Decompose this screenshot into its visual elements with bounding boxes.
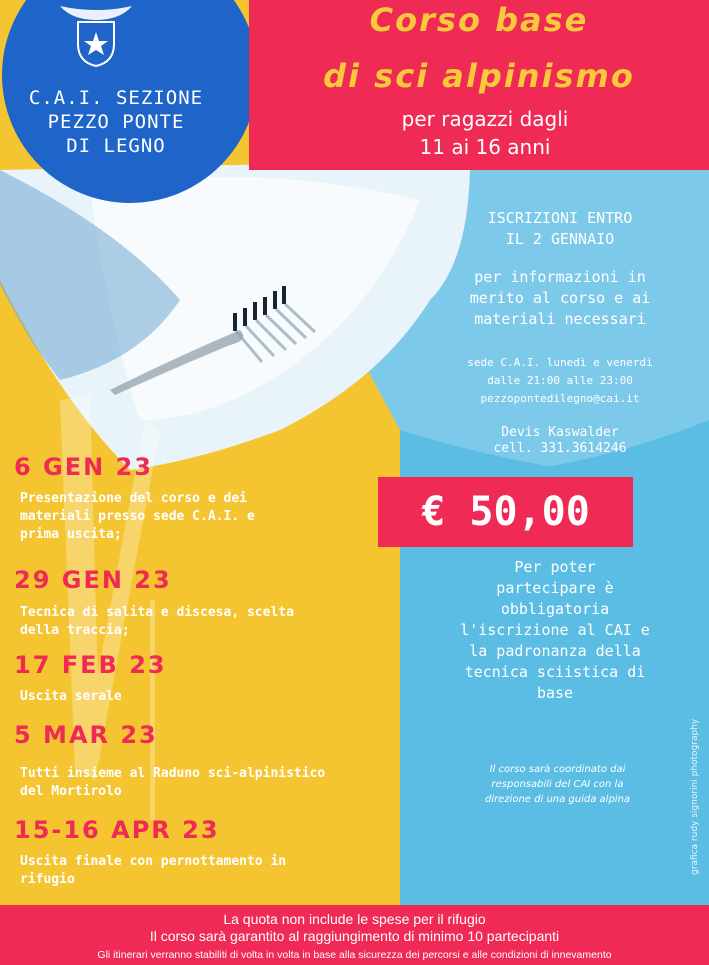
course-title-line2: di sci alpinismo (323, 57, 635, 95)
schedule-desc-line: del Mortirolo (20, 784, 122, 799)
schedule-desc-line: Presentazione del corso e dei (20, 491, 247, 506)
office-hours (430, 354, 690, 408)
schedule-description (20, 765, 325, 801)
contact-email[interactable]: pezzopontedilegno@cai.it (480, 392, 640, 405)
contact-person (430, 425, 690, 457)
requirements-line: la padronanza della (469, 642, 641, 660)
footer-line2: Il corso sarà garantito al raggiungimento di minimo 10 partecipanti (149, 928, 560, 944)
coordination-line: direzione di una guida alpina (484, 794, 631, 805)
schedule-date: 5 MAR 23 (14, 721, 158, 749)
coordination-line: Il corso sarà coordinato dai (489, 764, 626, 775)
requirements-line: partecipare è (496, 579, 614, 597)
footer-line3: Gli itinerari verranno stabiliti di volta in volta in base alla sicurezza dei percorsi e alle condizioni di innevamento (97, 949, 612, 961)
schedule-description (20, 853, 286, 889)
contact-phone[interactable]: cell. 331.3614246 (493, 441, 627, 456)
section-name (6, 86, 226, 158)
schedule-desc-line: Tecnica di salita e discesa, scelta (20, 605, 294, 620)
contact-name: Devis Kaswalder (501, 425, 619, 440)
schedule-desc-line: materiali presso sede C.A.I. e (20, 509, 255, 524)
deadline-line: IL 2 GENNAIO (505, 230, 615, 248)
requirements-line: obbligatoria (500, 600, 610, 618)
more-info-text (430, 267, 690, 330)
schedule-desc-line: rifugio (20, 872, 75, 887)
price-label: € 50,00 (421, 489, 590, 535)
schedule-date: 17 FEB 23 (14, 651, 167, 679)
footer-line1: La quota non include le spese per il rifugio (223, 911, 486, 927)
section-name-line: DI LEGNO (66, 135, 166, 157)
registration-deadline (430, 208, 690, 250)
section-name-line: PEZZO PONTE (47, 111, 185, 133)
requirements-line: tecnica sciistica di (464, 663, 646, 681)
office-line: sede C.A.I. lunedì e venerdì (467, 356, 653, 369)
requirements-line: base (536, 684, 574, 702)
deadline-line: ISCRIZIONI ENTRO (487, 209, 633, 227)
age-subtitle-line2: 11 ai 16 anni (419, 135, 551, 159)
section-name-line: C.A.I. SEZIONE (28, 87, 204, 109)
schedule-desc-line: Tutti insieme al Raduno sci-alpinistico (20, 766, 326, 781)
schedule-desc-line: Uscita finale con pernottamento in (20, 854, 287, 869)
schedule-desc-line: prima uscita; (20, 527, 122, 542)
requirements-text (410, 557, 700, 704)
age-subtitle-line1: per ragazzi dagli (401, 107, 569, 131)
schedule-date: 29 GEN 23 (14, 566, 172, 594)
more-info-line: materiali necessari (474, 310, 646, 328)
course-title-line1: Corso base (369, 1, 589, 39)
office-line: dalle 21:00 alle 23:00 (487, 374, 633, 387)
schedule-date: 15-16 APR 23 (14, 816, 220, 844)
schedule-desc-line: della traccia; (20, 623, 130, 638)
more-info-line: merito al corso e ai (469, 289, 651, 307)
coordination-note (430, 762, 685, 807)
coordination-line: responsabili del CAI con la (491, 779, 624, 790)
requirements-line: Per poter (514, 558, 596, 576)
schedule-desc-line: Uscita serale (20, 689, 122, 704)
photo-credit: grafica rudy signorini photography (690, 718, 700, 875)
schedule-description (20, 490, 255, 544)
schedule-description (20, 604, 294, 640)
more-info-line: per informazioni in (474, 268, 646, 286)
schedule-date: 6 GEN 23 (14, 453, 153, 481)
schedule-description (20, 688, 122, 706)
requirements-line: l'iscrizione al CAI e (460, 621, 650, 639)
